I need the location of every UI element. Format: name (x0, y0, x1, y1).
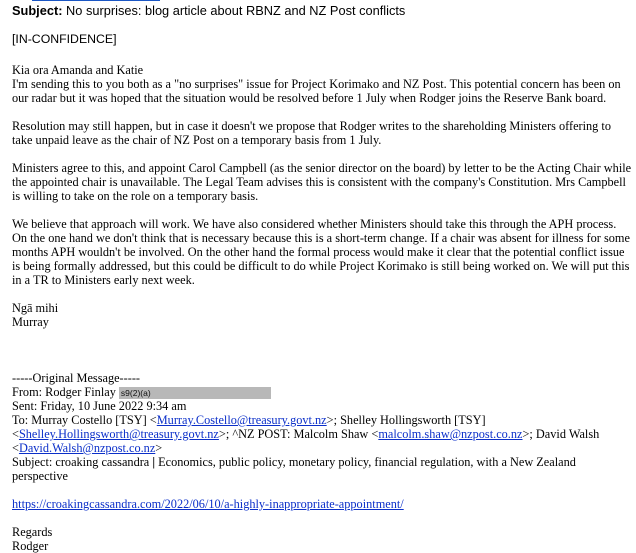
redaction-box: s9(2)(a) (119, 387, 271, 399)
original-from (12, 385, 634, 399)
article-link[interactable]: https://croakingcassandra.com/2022/06/10/a-highly-inappropriate-appointment/ (12, 497, 404, 511)
subject-label: Subject: (12, 3, 63, 18)
email-link-malcolm[interactable]: malcolm.shaw@nzpost.co.nz (378, 427, 523, 441)
to-open-4: < (12, 441, 19, 455)
to-mid-1: >; Shelley Hollingsworth [TSY] (326, 413, 486, 427)
to-mid-2: >; ^NZ POST: Malcolm Shaw < (218, 427, 379, 441)
original-subject (12, 455, 634, 483)
email-body (12, 0, 634, 553)
original-message (12, 371, 634, 553)
to-prefix: To: Murray Costello [TSY] < (12, 413, 157, 427)
original-header: -----Original Message----- (12, 371, 141, 385)
subject-b: Economics, public policy, monetary policy, financial regulation, with a New Zealand perspective (12, 455, 576, 483)
to-open-2: < (12, 427, 19, 441)
email-link-david[interactable]: David.Walsh@nzpost.co.nz (18, 441, 156, 455)
greeting: Kia ora Amanda and Katie (12, 63, 144, 77)
classification-tag: [IN-CONFIDENCE] (12, 32, 117, 46)
email-link-murray[interactable]: Murray.Costello@treasury.govt.nz (156, 413, 327, 427)
article-url-line (12, 497, 634, 511)
to-mid-3: >; David Walsh (522, 427, 600, 441)
paragraph-3: Ministers agree to this, and appoint Carol Campbell (as the senior director on the board) by letter to be the Acting Chair while the appointed chair is unavailable. The Legal Team advises this is consistent with the company's Constitution. Mrs Campbell is willing to take on the role on a temporary basis. (12, 161, 632, 203)
regards-block (12, 525, 634, 553)
subject-text: No surprises: blog article about RBNZ and NZ Post conflicts (66, 3, 406, 18)
subject-pipe: | (152, 455, 156, 469)
subject-a: Subject: croaking cassandra (12, 455, 150, 469)
regards: Regards (12, 525, 53, 539)
signer-name: Murray (12, 315, 49, 329)
email-subject (12, 4, 634, 18)
original-to (12, 413, 634, 455)
paragraph-2: Resolution may still happen, but in case it doesn't we propose that Rodger writes to the shareholding Ministers offering to take unpaid leave as the chair of NZ Post on a temporary basis from 1 July. (12, 119, 611, 147)
from-label: From: Rodger Finlay (12, 385, 116, 399)
regards-name: Rodger (12, 539, 49, 553)
signature (12, 301, 634, 329)
email-link-shelley[interactable]: Shelley.Hollingsworth@treasury.govt.nz (18, 427, 219, 441)
signoff: Ngā mihi (12, 301, 59, 315)
original-sent: Sent: Friday, 10 June 2022 9:34 am (12, 399, 187, 413)
paragraph-4: We believe that approach will work. We have also considered whether Ministers should take this through the APH process. On the one hand we don't think that is necessary because this is a short-term change. If a chair was absent for illness for some months APH wouldn't be involved. On the other hand the formal process would make it clear that the potential conflict issue is being formally addressed, but this could be difficult to do while Project Korimako is still being worked on. We will put this in a TR to Ministers early next week. (12, 217, 630, 287)
to-close-4: > (155, 441, 163, 455)
paragraph-1: I'm sending this to you both as a "no surprises" issue for Project Korimako and NZ Post. This potential concern has been on our radar but it was hoped that the situation would be resolved before 1 July when Rodger joins the Reserve Bank board. (12, 77, 621, 105)
